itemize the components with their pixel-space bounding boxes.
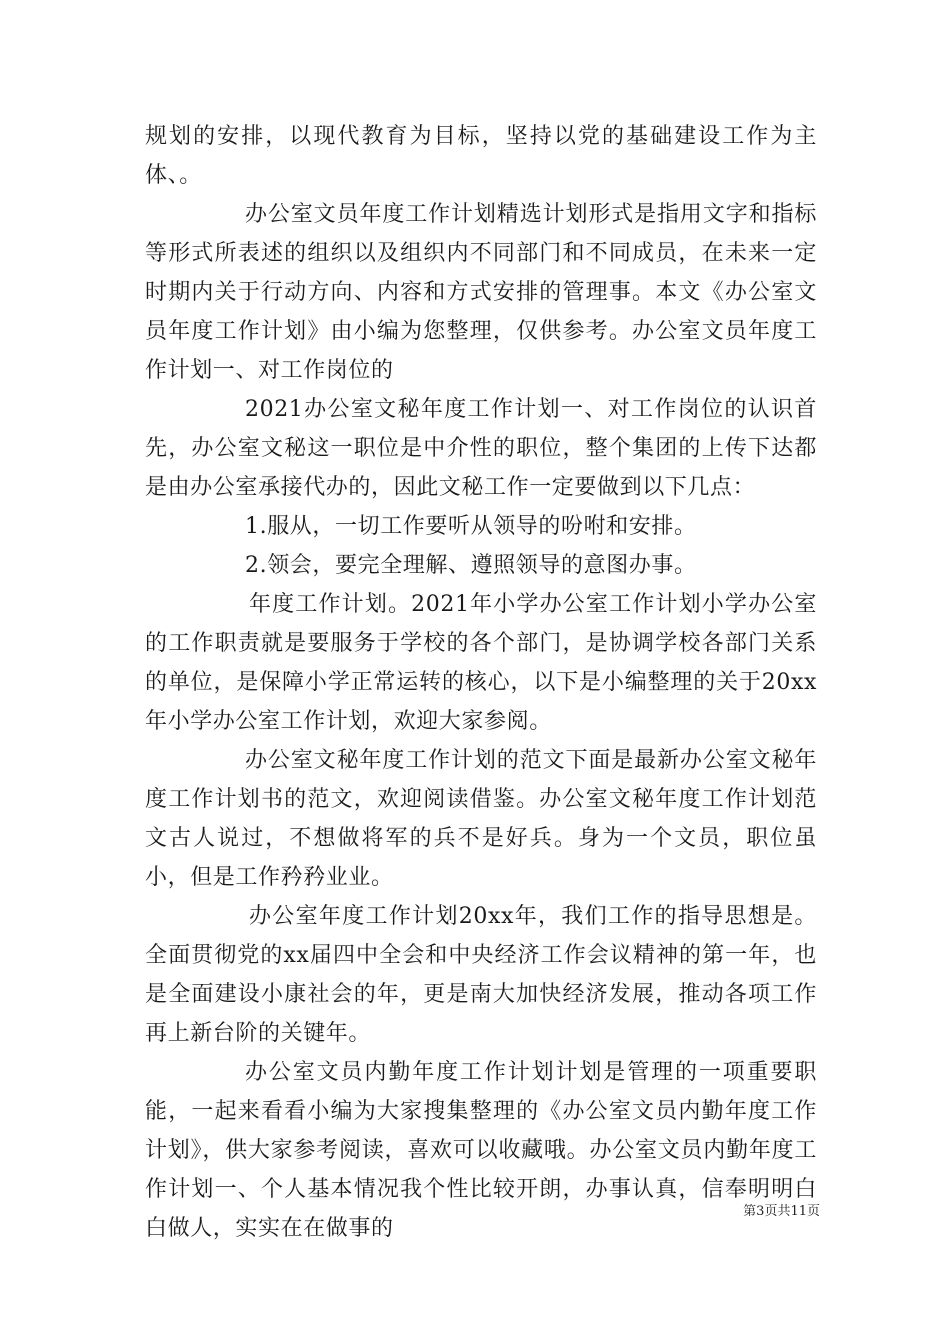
paragraph-8: 办公室年度工作计划20xx年，我们工作的指导思想是。全面贯彻党的xx届四中全会和中央经济工作会议精神的第一年，也是全面建设小康社会的年，更是南大加快经济发展，推动各项工作再上新台阶的关键年。 [145, 904, 817, 1046]
paragraph-2: 办公室文员年度工作计划精选计划形式是指用文字和指标等形式所表述的组织以及组织内不同部门和不同成员，在未来一定时期内关于行动方向、内容和方式安排的管理事。本文《办公室文员年度工作计划》由小编为您整理，仅供参考。办公室文员年度工作计划一、对工作岗位的 [145, 202, 817, 383]
paragraph-9: 办公室文员内勤年度工作计划计划是管理的一项重要职能，一起来看看小编为大家搜集整理的《办公室文员内勤年度工作计划》，供大家参考阅读，喜欢可以收藏哦。办公室文员内勤年度工作计划一、个人基本情况我个性比较开朗，办事认真，信奉明明白白做人，实实在在做事的 [145, 1060, 817, 1241]
paragraph-5: 2.领会，要完全理解、遵照领导的意图办事。 [245, 553, 697, 578]
paragraph-7: 办公室文秘年度工作计划的范文下面是最新办公室文秘年度工作计划书的范文，欢迎阅读借鉴。办公室文秘年度工作计划范文古人说过，不想做将军的兵不是好兵。身为一个文员，职位虽小，但是工作矜矜业业。 [145, 748, 817, 890]
paragraph-3: 2021办公室文秘年度工作计划一、对工作岗位的认识首先，办公室文秘这一职位是中介性的职位，整个集团的上传下达都是由办公室承接代办的，因此文秘工作一定要做到以下几点： [145, 397, 817, 500]
paragraph-4: 1.服从，一切工作要听从领导的吩咐和安排。 [245, 514, 697, 539]
document-body [145, 117, 817, 1248]
paragraph-6: 年度工作计划。2021年小学办公室工作计划小学办公室的工作职责就是要服务于学校的各个部门，是协调学校各部门关系的单位，是保障小学正常运转的核心，以下是小编整理的关于20xx年小学办公室工作计划，欢迎大家参阅。 [145, 592, 817, 734]
page-number-footer: 第3页共11页 [743, 1204, 820, 1219]
paragraph-1: 规划的安排，以现代教育为目标，坚持以党的基础建设工作为主体、。 [145, 124, 817, 188]
